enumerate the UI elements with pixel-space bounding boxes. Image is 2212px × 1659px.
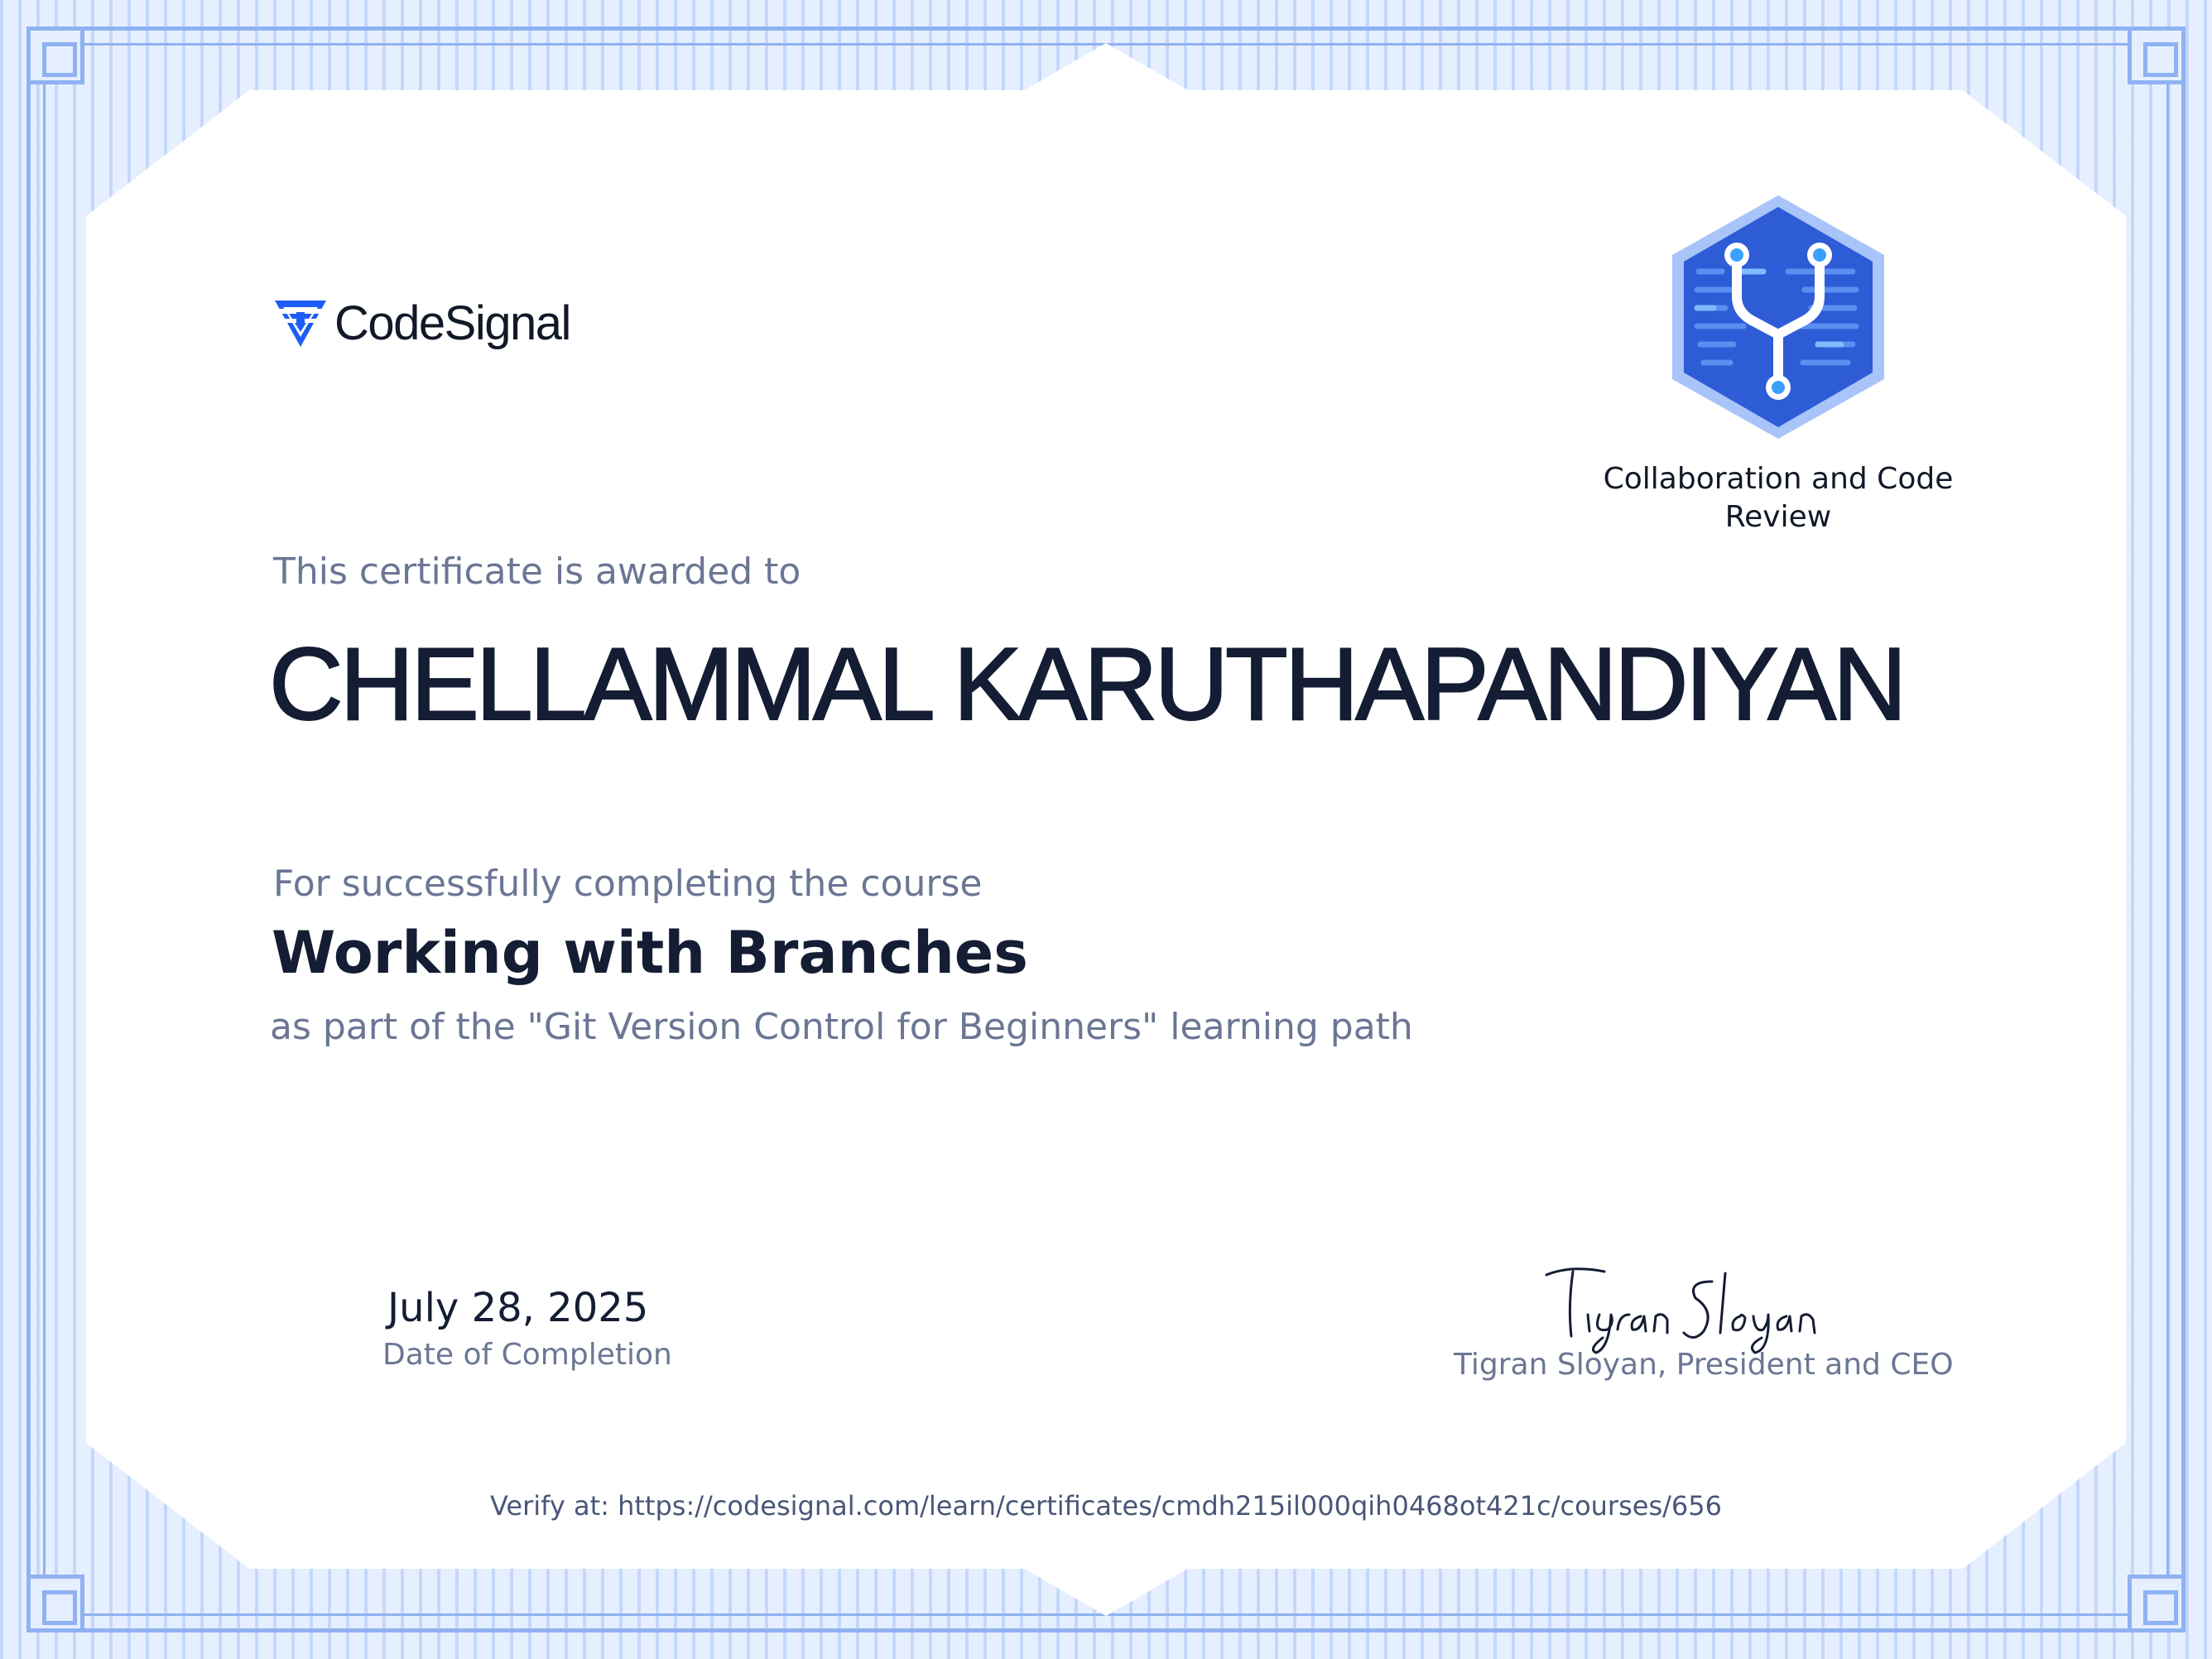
codesignal-logo-icon — [273, 297, 328, 349]
corner-ornament — [2128, 26, 2186, 84]
signatory-name: Tigran Sloyan, President and CEO — [1454, 1348, 1954, 1382]
git-branch-icon — [1664, 189, 1892, 445]
completion-label: For successfully completing the course — [273, 863, 983, 905]
awarded-label: This certificate is awarded to — [273, 551, 801, 593]
recipient-name: CHELLAMMAL KARUTHAPANDIYAN — [269, 628, 1904, 742]
course-title: Working with Branches — [272, 919, 1028, 987]
signature — [1538, 1257, 1853, 1356]
verify-link[interactable]: Verify at: https://codesignal.com/learn/certificates/cmdh215il000qih0468ot421c/courses/656 — [490, 1490, 1722, 1522]
completion-date-label: Date of Completion — [382, 1338, 672, 1372]
corner-ornament — [26, 1575, 84, 1633]
completion-date: July 28, 2025 — [387, 1285, 649, 1331]
brand-name: CodeSignal — [334, 296, 570, 350]
corner-ornament — [2128, 1575, 2186, 1633]
corner-ornament — [26, 26, 84, 84]
codesignal-logo — [273, 294, 570, 352]
badge-title: Collaboration and Code Review — [1603, 462, 1954, 534]
learning-path-line: as part of the "Git Version Control for Beginners" learning path — [270, 1006, 1413, 1048]
